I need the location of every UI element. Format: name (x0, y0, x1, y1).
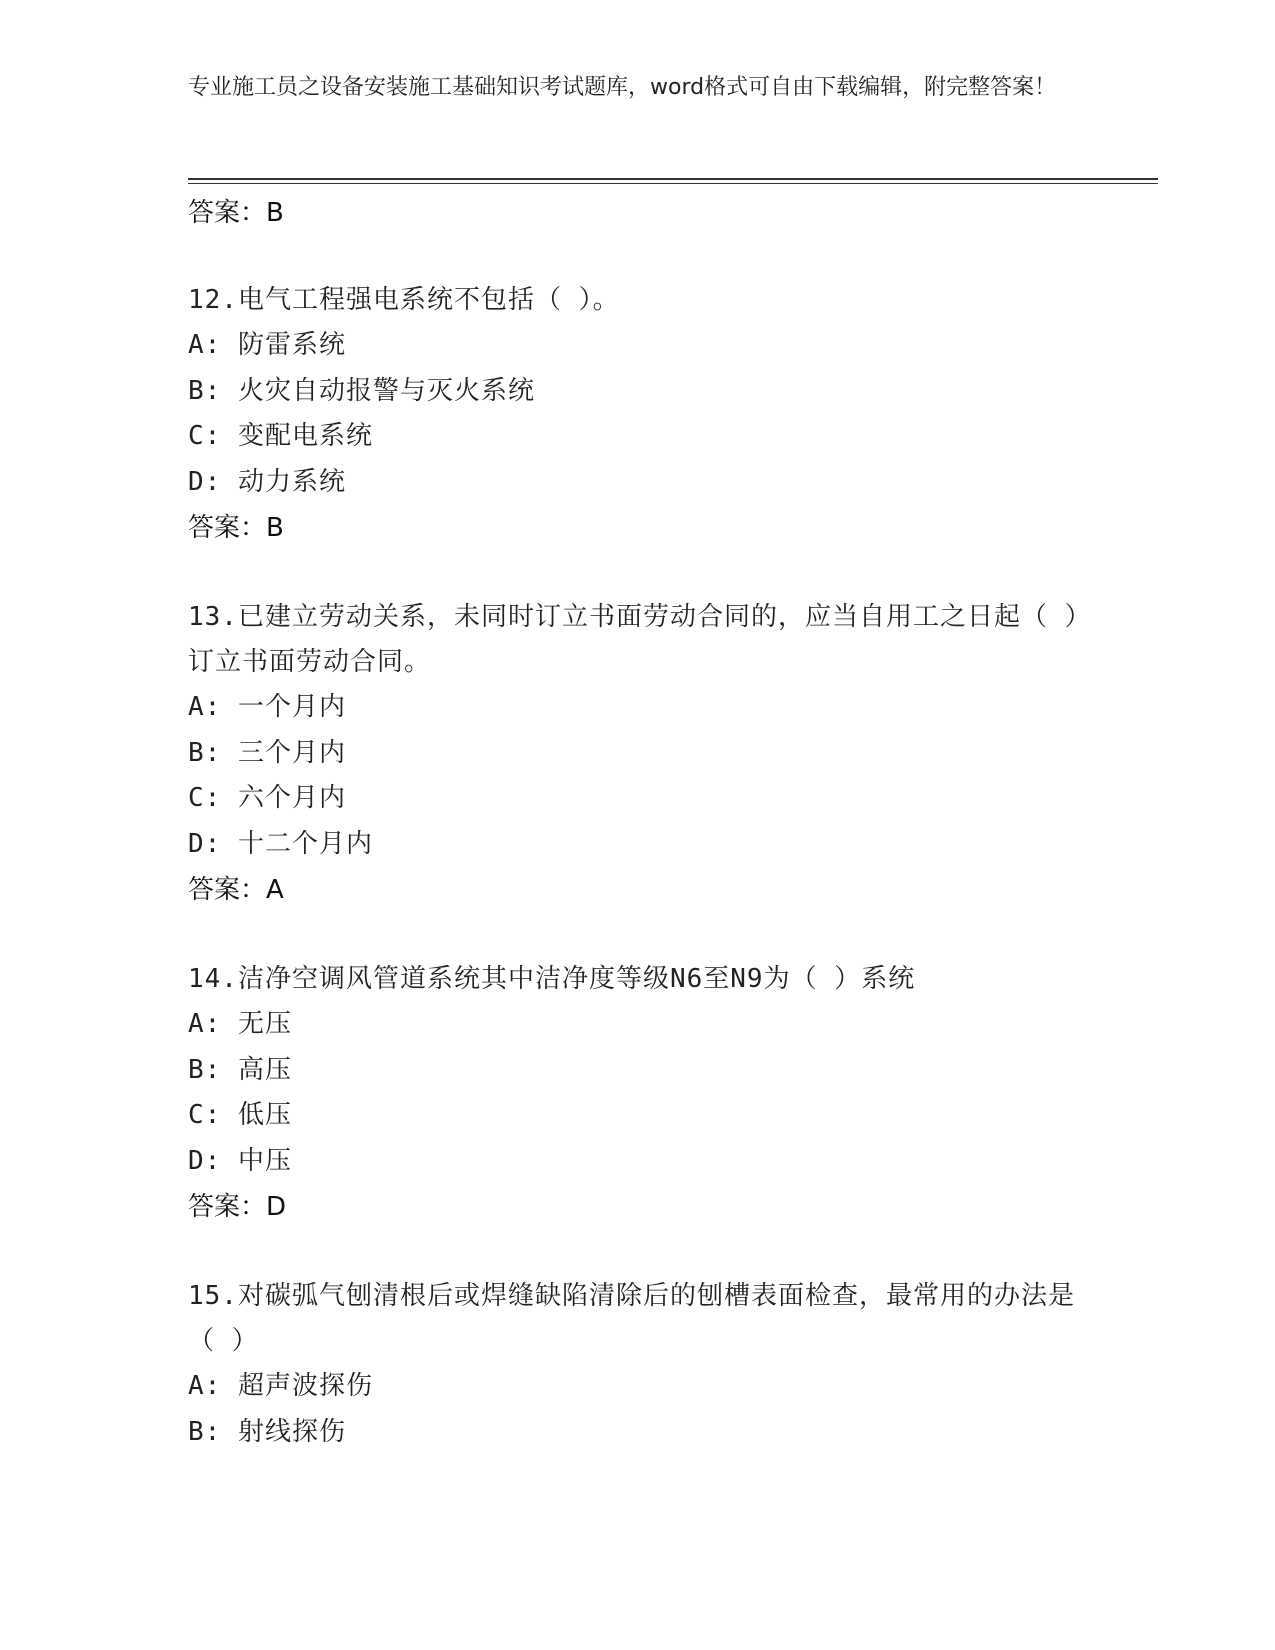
option-a: A: 防雷系统 (188, 330, 346, 360)
option-b: B: 三个月内 (188, 737, 346, 768)
answer-line: 答案：B (188, 513, 284, 543)
option-a: A: 无压 (188, 1009, 292, 1039)
option-b: B: 高压 (188, 1054, 292, 1085)
option-d: D: 中压 (188, 1145, 292, 1176)
option-a: A: 一个月内 (188, 692, 346, 722)
option-d: D: 动力系统 (188, 466, 346, 497)
question-stem: 13.已建立劳动关系，未同时订立书面劳动合同的，应当自用工之日起（ ）订立书面劳动合同。 (188, 602, 1079, 677)
question-stem: 12.电气工程强电系统不包括（ ）。 (188, 285, 620, 315)
spacer (188, 1230, 1088, 1274)
option-c: C: 六个月内 (188, 783, 346, 813)
answer-line: 答案：D (188, 1192, 287, 1222)
spacer (188, 236, 1088, 280)
question-list (188, 190, 1088, 1455)
spacer (188, 913, 1088, 957)
option-b: B: 火灾自动报警与灭火系统 (188, 375, 535, 406)
option-b: B: 射线探伤 (188, 1416, 346, 1447)
question-stem: 15.对碳弧气刨清根后或焊缝缺陷清除后的刨槽表面检查，最常用的办法是（ ） (188, 1281, 1075, 1356)
answer-line: 答案：B (188, 198, 284, 228)
header-divider-thin (188, 183, 1158, 184)
answer-line: 答案：A (188, 875, 284, 905)
question-stem: 14.洁净空调风管道系统其中洁净度等级N6至N9为（ ）系统 (188, 964, 916, 994)
document-header: 专业施工员之设备安装施工基础知识考试题库，word格式可自由下载编辑，附完整答案！ (188, 75, 1057, 100)
option-d: D: 十二个月内 (188, 828, 373, 859)
option-c: C: 变配电系统 (188, 421, 373, 451)
header-divider-thick (188, 178, 1158, 180)
spacer (188, 551, 1088, 595)
option-c: C: 低压 (188, 1100, 292, 1130)
option-a: A: 超声波探伤 (188, 1371, 373, 1401)
